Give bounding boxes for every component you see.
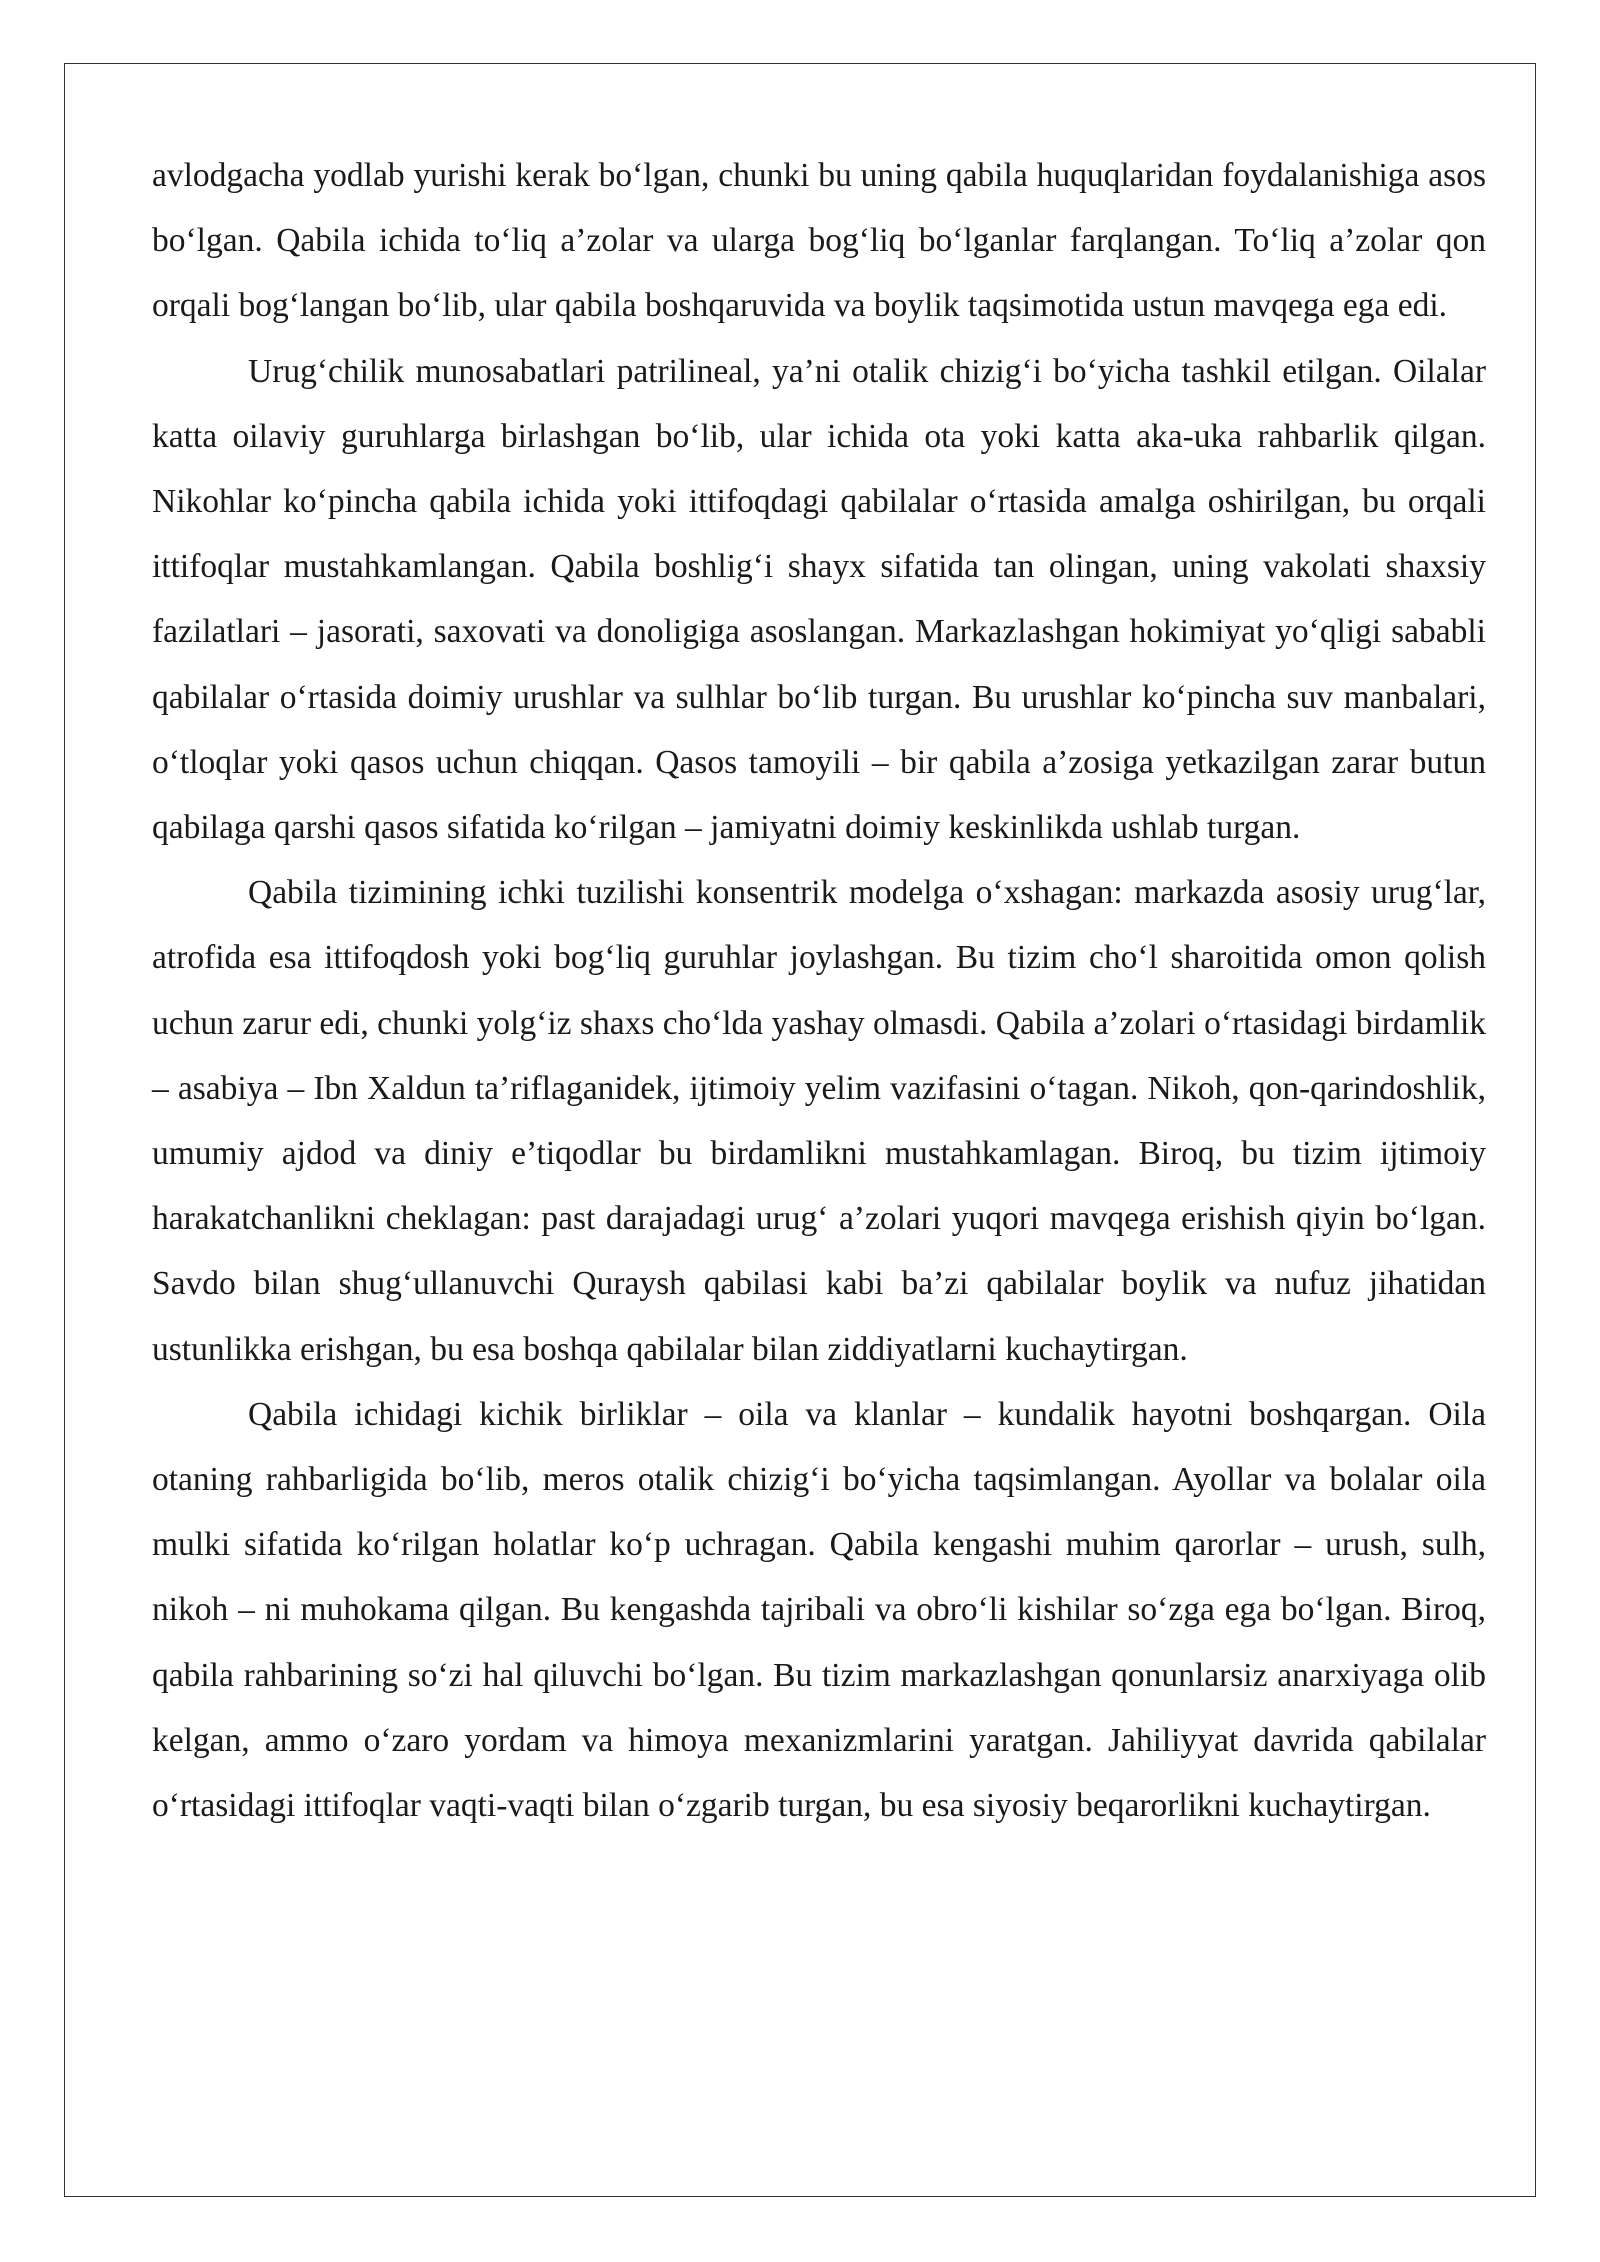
paragraph-4: Qabila ichidagi kichik birliklar – oila va klanlar – kundalik hayotni boshqargan. Oila otaning rahbarligida bo‘lib, meros otalik chizig‘i bo‘yicha taqsimlangan. Ayollar va bolalar oila mulki sifatida ko‘rilgan holatlar ko‘p uchragan. Qabila kengashi muhim qarorlar – urush, sulh, nikoh – ni muhokama qilgan. Bu kengashda tajribali va obro‘li kishilar so‘zga ega bo‘lgan. Biroq, qabila rahbarining so‘zi hal qiluvchi bo‘lgan. Bu tizim markazlashgan qonunlarsiz anarxiyaga olib kelgan, ammo o‘zaro yordam va himoya mexanizmlarini yaratgan. Jahiliyyat davrida qabilalar o‘rtasidagi ittifoqlar vaqti-vaqti bilan o‘zgarib turgan, bu esa siyosiy beqarorlikni kuchaytirgan. [152, 1395, 1486, 1825]
paragraph-2: Urug‘chilik munosabatlari patrilineal, ya’ni otalik chizig‘i bo‘yicha tashkil etilgan. Oilalar katta oilaviy guruhlarga birlashgan bo‘lib, ular ichida ota yoki katta aka-uka rahbarlik qilgan. Nikohlar ko‘pincha qabila ichida yoki ittifoqdagi qabilalar o‘rtasida amalga oshirilgan, bu orqali ittifoqlar mustahkamlangan. Qabila boshlig‘i shayx sifatida tan olingan, uning vakolati shaxsiy fazilatlari – jasorati, saxovati va donoligiga asoslangan. Markazlashgan hokimiyat yo‘qligi sababli qabilalar o‘rtasida doimiy urushlar va sulhlar bo‘lib turgan. Bu urushlar ko‘pincha suv manbalari, o‘tloqlar yoki qasos uchun chiqqan. Qasos tamoyili – bir qabila a’zosiga yetkazilgan zarar butun qabilaga qarshi qasos sifatida ko‘rilgan – jamiyatni doimiy keskinlikda ushlab turgan. [152, 352, 1486, 847]
paragraph-3: Qabila tizimining ichki tuzilishi konsentrik modelga o‘xshagan: markazda asosiy urug‘lar, atrofida esa ittifoqdosh yoki bog‘liq guruhlar joylashgan. Bu tizim cho‘l sharoitida omon qolish uchun zarur edi, chunki yolg‘iz shaxs cho‘lda yashay olmasdi. Qabila a’zolari o‘rtasidagi birdamlik – asabiya – Ibn Xaldun ta’riflaganidek, ijtimoiy yelim vazifasini o‘tagan. Nikoh, qon-qarindoshlik, umumiy ajdod va diniy e’tiqodlar bu birdamlikni mustahkamlagan. Biroq, bu tizim ijtimoiy harakatchanlikni cheklagan: past darajadagi urug‘ a’zolari yuqori mavqega erishish qiyin bo‘lgan. Savdo bilan shug‘ullanuvchi Quraysh qabilasi kabi ba’zi qabilalar boylik va nufuz jihatidan ustunlikka erishgan, bu esa boshqa qabilalar bilan ziddiyatlarni kuchaytirgan. [152, 874, 1486, 1368]
paragraph-1: avlodgacha yodlab yurishi kerak bo‘lgan, chunki bu uning qabila huquqlaridan foydalanishiga asos bo‘lgan. Qabila ichida to‘liq a’zolar va ularga bog‘liq bo‘lganlar farqlangan. To‘liq a’zolar qon orqali bog‘langan bo‘lib, ular qabila boshqaruvida va boylik taqsimotida ustun mavqega ega edi. [152, 157, 1486, 325]
document-body [152, 143, 1486, 1838]
